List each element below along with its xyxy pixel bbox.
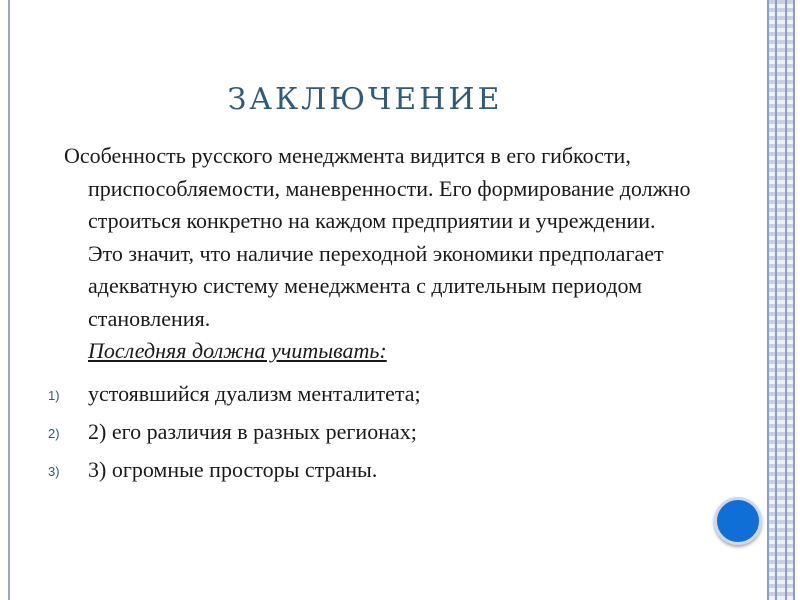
numbered-list xyxy=(48,378,694,486)
list-item-text: устоявшийся дуализм менталитета; xyxy=(88,380,421,406)
list-item-text: 2) его различия в разных регионах; xyxy=(88,418,417,444)
blue-circle-icon[interactable] xyxy=(714,497,762,545)
list-item xyxy=(48,416,694,448)
list-item xyxy=(48,454,694,486)
list-number: 1) xyxy=(48,387,60,403)
list-item xyxy=(48,378,694,410)
slide-body xyxy=(48,140,694,492)
right-decorative-border xyxy=(767,0,795,600)
list-number: 2) xyxy=(48,425,60,441)
slide-title: ЗАКЛЮЧЕНИЕ xyxy=(227,82,503,117)
list-item-text: 3) огромные просторы страны. xyxy=(88,456,378,482)
main-paragraph: Особенность русского менеджмента видится в его гибкости, приспособляемости, маневренности. Его формирование должно строиться конкретно на каждом предприятии и учреждении. Это значит, что наличие переходной экономики предполагает адекватную систему менеджмента с длительным периодом становления. xyxy=(64,143,691,331)
note-text: Последняя должна учитывать: xyxy=(88,338,387,363)
list-number: 3) xyxy=(48,463,60,479)
